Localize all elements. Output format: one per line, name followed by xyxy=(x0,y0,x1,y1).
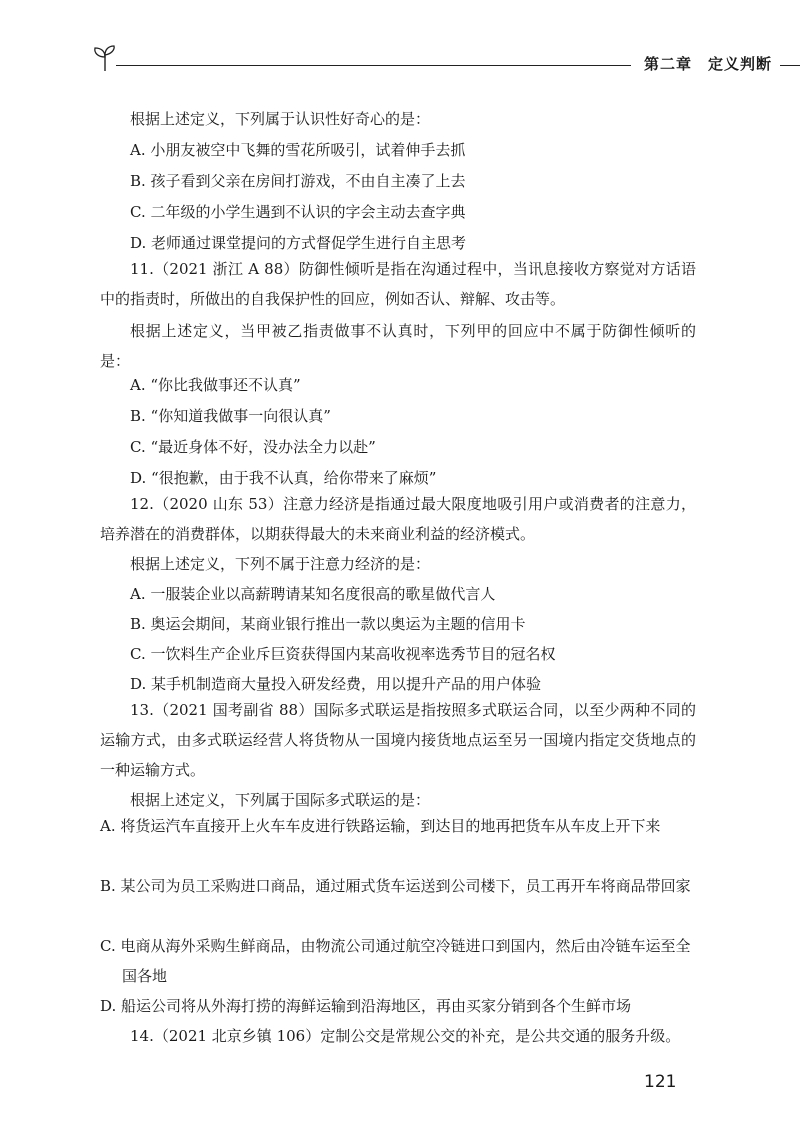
question-stem: 根据上述定义，下列属于国际多式联运的是： xyxy=(130,791,431,809)
option-c: C. 一饮料生产企业斥巨资获得国内某高收视率选秀节目的冠名权 xyxy=(130,645,556,663)
option-a: A. “你比我做事还不认真” xyxy=(130,376,301,394)
option-d: D. “很抱歉，由于我不认真，给你带来了麻烦” xyxy=(130,469,437,487)
option-c: C. 二年级的小学生遇到不认识的字会主动去查字典 xyxy=(130,203,466,221)
chapter-title: 第二章 定义判断 xyxy=(644,55,773,73)
question-14: 14.（2021 北京乡镇 106）定制公交是常规公交的补充，是公共交通的服务升级。 xyxy=(130,1027,681,1045)
question-13: 13.（2021 国考副省 88）国际多式联运是指按照多式联运合同，以至少两种不同的运输方式，由多式联运经营人将货物从一国境内接货地点运至另一国境内指定交货地点的一种运输方式。 xyxy=(100,701,696,779)
option-d: D. 船运公司将从外海打捞的海鲜运输到沿海地区，再由买家分销到各个生鲜市场 xyxy=(100,997,632,1015)
page-header xyxy=(92,45,790,75)
header-rule-right xyxy=(780,65,800,66)
option-c: C. 电商从海外采购生鲜商品，由物流公司通过航空冷链进口到国内，然后由冷链车运至全国各地 xyxy=(100,937,691,985)
option-a: A. 将货运汽车直接开上火车车皮进行铁路运输，到达目的地再把货车从车皮上开下来 xyxy=(100,817,661,835)
option-b: B. 奥运会期间，某商业银行推出一款以奥运为主题的信用卡 xyxy=(130,615,526,633)
question-stem: 根据上述定义，当甲被乙指责做事不认真时，下列甲的回应中不属于防御性倾听的是： xyxy=(100,322,696,370)
option-a: A. 一服装企业以高薪聘请某知名度很高的歌星做代言人 xyxy=(130,585,496,603)
question-stem: 根据上述定义，下列不属于注意力经济的是： xyxy=(130,555,431,573)
page-number: 121 xyxy=(644,1072,677,1092)
question-12: 12.（2020 山东 53）注意力经济是指通过最大限度地吸引用户或消费者的注意力，培养潜在的消费群体，以期获得最大的未来商业利益的经济模式。 xyxy=(100,495,696,543)
option-b: B. “你知道我做事一向很认真” xyxy=(130,407,331,425)
header-rule-left xyxy=(116,65,631,66)
option-d: D. 某手机制造商大量投入研发经费，用以提升产品的用户体验 xyxy=(130,675,542,693)
option-c: C. “最近身体不好，没办法全力以赴” xyxy=(130,438,376,456)
question-11: 11.（2021 浙江 A 88）防御性倾听是指在沟通过程中，当讯息接收方察觉对方话语中的指责时，所做出的自我保护性的回应，例如否认、辩解、攻击等。 xyxy=(100,260,696,308)
option-b: B. 孩子看到父亲在房间打游戏，不由自主凑了上去 xyxy=(130,172,466,190)
sprout-icon xyxy=(92,45,118,73)
option-a: A. 小朋友被空中飞舞的雪花所吸引，试着伸手去抓 xyxy=(130,141,466,159)
option-d: D. 老师通过课堂提问的方式督促学生进行自主思考 xyxy=(130,234,467,252)
option-b: B. 某公司为员工采购进口商品，通过厢式货车运送到公司楼下，员工再开车将商品带回家 xyxy=(100,877,691,895)
question-stem: 根据上述定义，下列属于认识性好奇心的是： xyxy=(130,110,431,128)
